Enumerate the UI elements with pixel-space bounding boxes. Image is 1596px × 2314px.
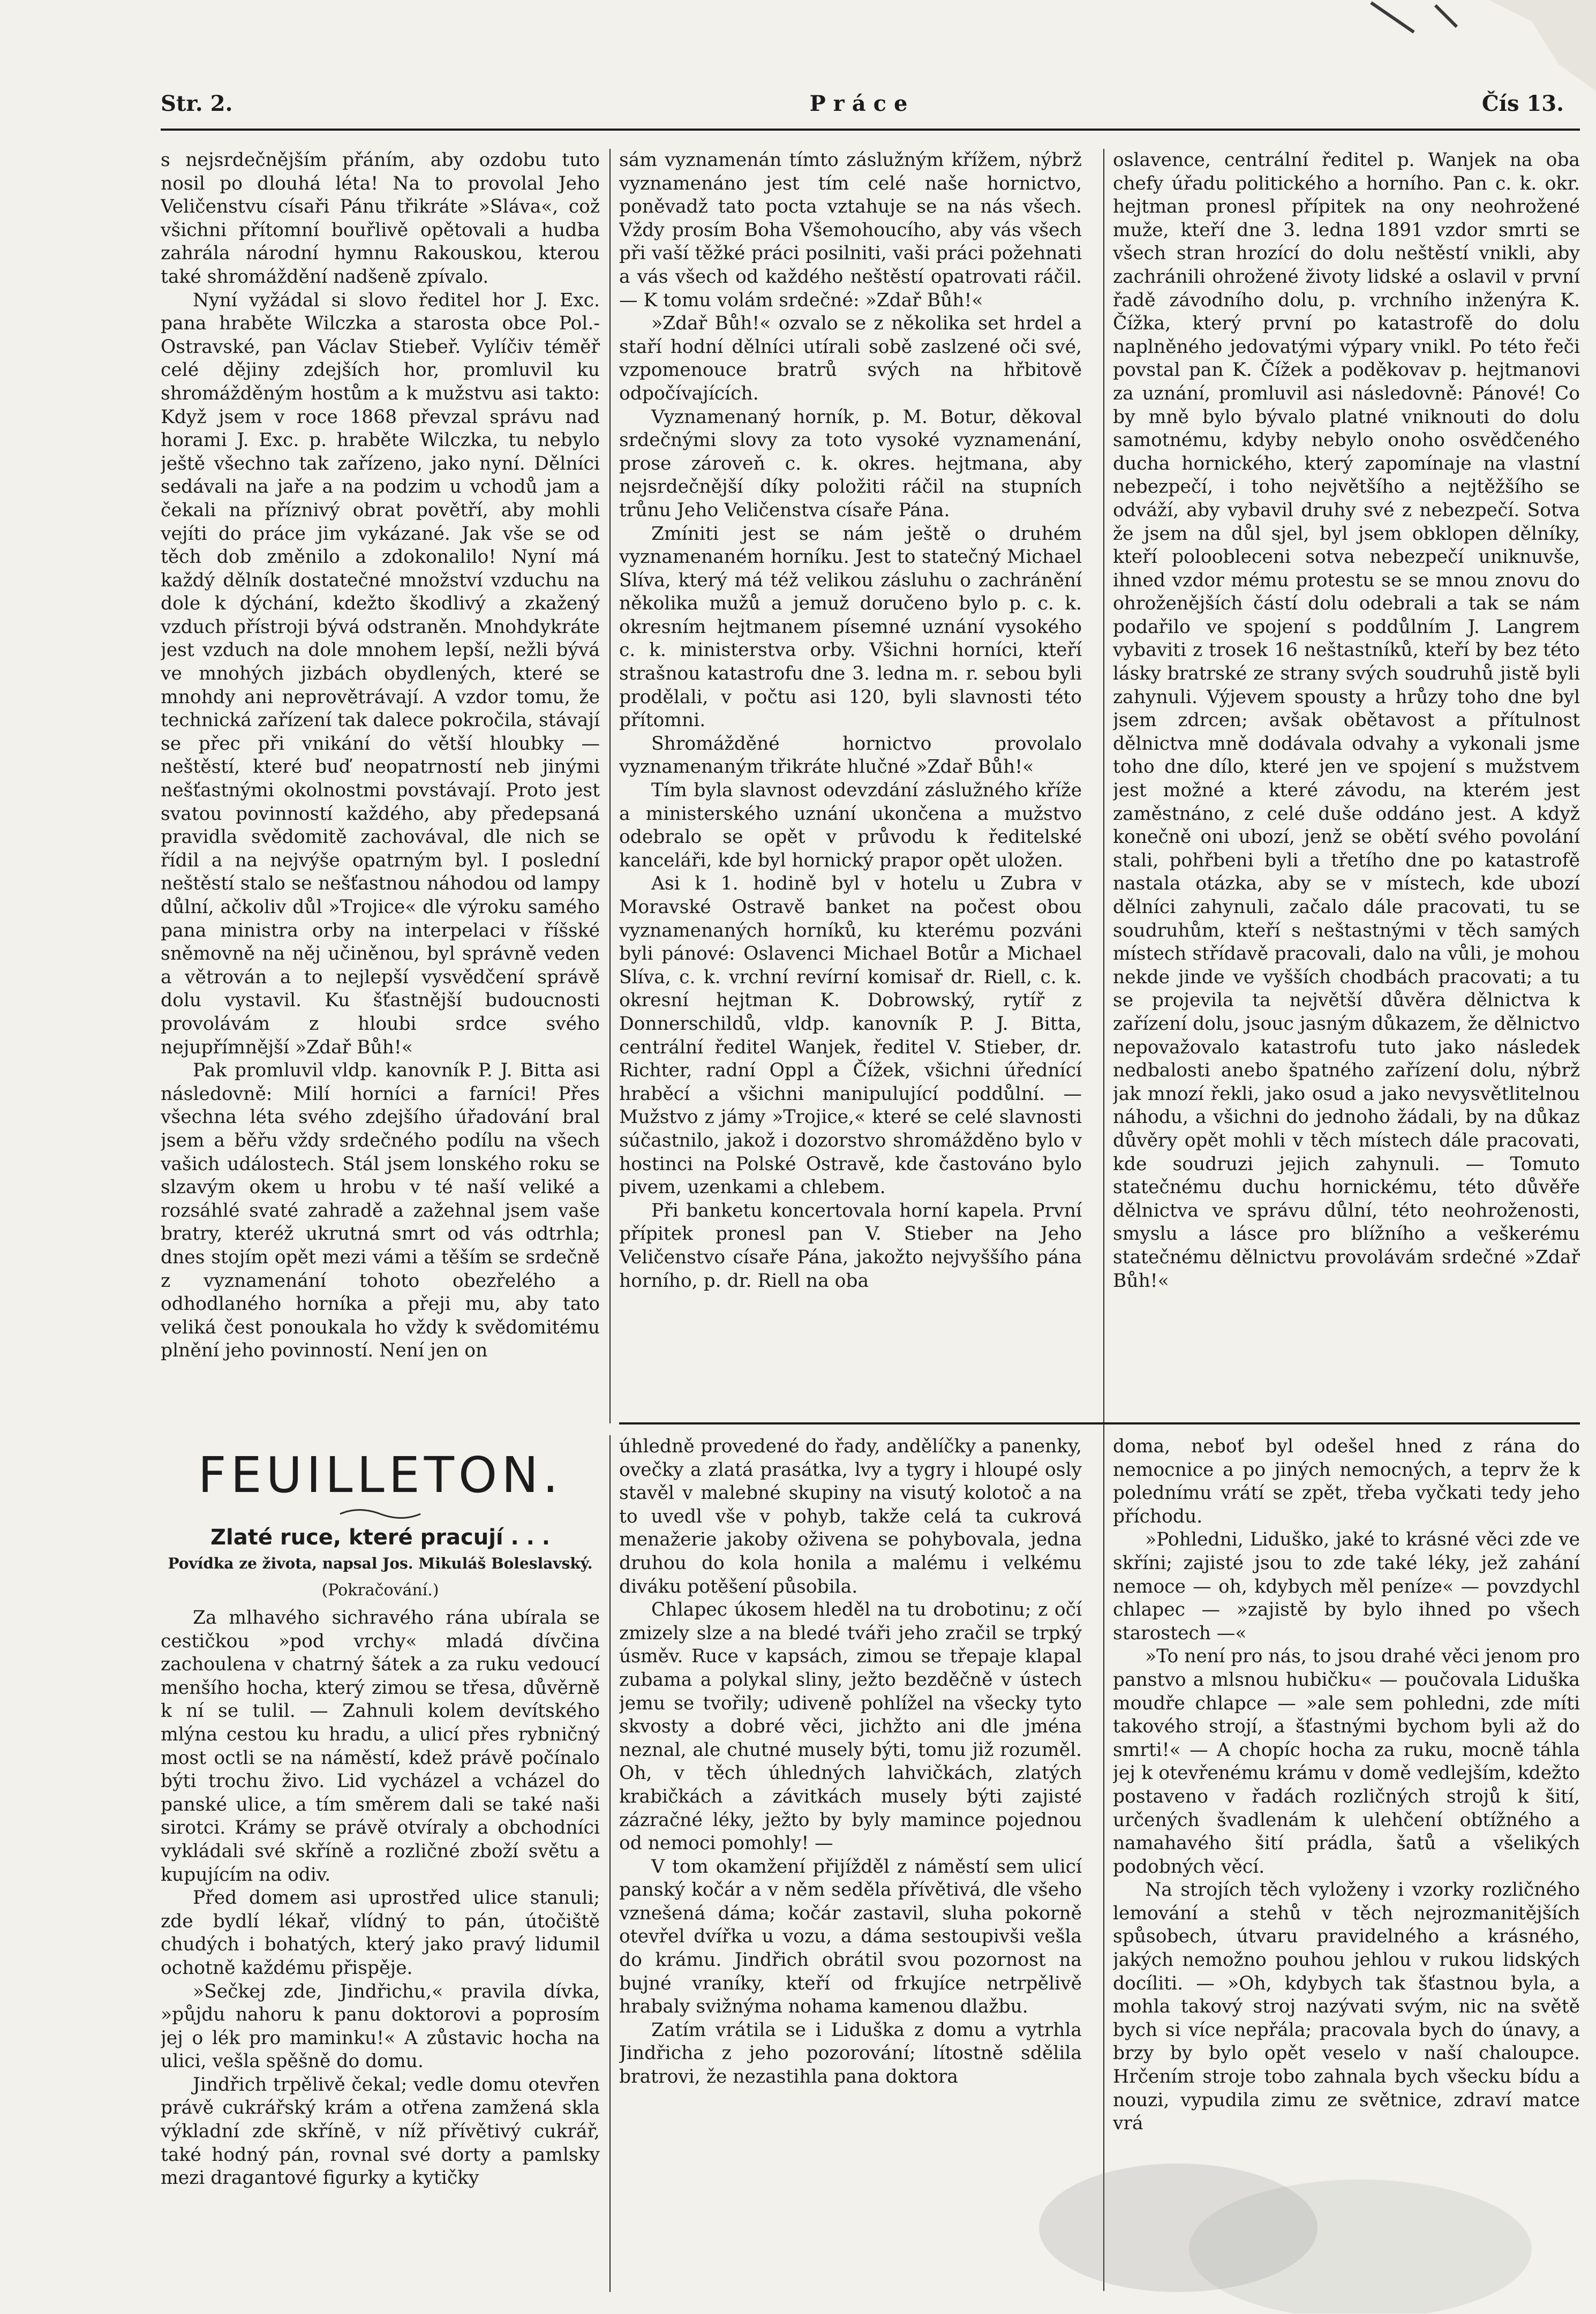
article-paragraph: s nejsrdečnějším přáním, aby ozdobu tuto nosil po dlouhá léta! Na to provolal Jeho Veličenstvu císaři Pánu třikráte »Sláva«, což všichni přítomní bouřlivě opětovali a hudba zahrála národní hymnu Rakouskou, kterou také shromáždění nadšeně zpívalo. xyxy=(161,149,600,288)
article-paragraph: Pak promluvil vldp. kanovník P. J. Bitta asi následovně: Milí horníci a farníci! Přes všechna léta svého zdejšího úřadování bral jsem a běřu vždy srdečného podílu na všech vašich událostech. Stál jsem lonského roku se slzavým okem u hrobu v té naší veliké a rozsáhlé svaté zahradě a zažehnal jsem vaše bratry, kteréž ukrutná smrt od vás odtrhla; dnes stojím opět mezi vámi a těším se srdečně z vyznamenání tohoto obezřelého a odhodlaného horníka a přeji mu, aby tato veliká čest ponoukala ho vždy k svědomitému plnění jeho povinností. Není jen on xyxy=(161,1060,600,1362)
article-paragraph: Tím byla slavnost odevzdání záslužného kříže a ministerského uznání ukončena a mužstvo odebralo se opět v průvodu k ředitelské kanceláři, kde byl hornický prapor opět uložen. xyxy=(619,780,1082,871)
column-divider xyxy=(609,149,611,1423)
article-paragraph: Nyní vyžádal si slovo ředitel hor J. Exc. pana hraběte Wilczka a starosta obce Pol.-Ostravské, pan Václav Stiebeř. Vylíčiv téměř celé dějiny zdejších hor, promluvil ku shromážděným hostům a k mužstvu asi takto: Když jsem v roce 1868 převzal správu nad horami J. Exc. p. hraběte Wilczka, tu nebylo ještě všechno tak zařízeno, jako nyní. Dělníci sedávali na jaře a na podzim u vchodů jam a čekali na příznivý obrat povětří, aby mohli vejíti do práce jim vykázané. Jak vše se od těch dob změnilo a zdokonalilo! Nyní má každý dělník dostatečné množství vzduchu na dole k dýchání, kdežto škodlivý a zkažený vzduch přístroji bývá odstraněn. Mnohdykráte jest vzduch na dole mnohem lepší, nežli bývá ve mnohých jizbách obydlených, které se mnohdy ani neprovětrávají. A vzdor tomu, že technická zařízení tak dalece pokročila, stávají se přec při vnikání do větší hloubky — neštěstí, které buď neopatrností neb jinými nešťastnými okolnostmi povstávají. Proto jest svatou povinností každého, aby předepsaná pravidla svědomitě zachovával, dle nich se řídil a na nejvýše opatrným byl. I poslední neštěstí stalo se nešťastnou náhodou od lampy důlní, ačkoliv důl »Trojice« dle výroku samého pana ministra orby na interpelaci v říšské sněmovně na něj učiněnou, byl správně veden a větrován a to nejlepší vysvědčení správě dolu vystavil. Ku šťastnější budoucnosti provolávám z hloubi srdce svého nejupřímnější »Zdař Bůh!« xyxy=(161,289,600,1058)
story-title: Zlaté ruce, které pracují . . . xyxy=(210,1525,550,1550)
newspaper-title: Práce xyxy=(809,91,915,116)
article-paragraph: »Zdař Bůh!« ozvalo se z několika set hrdel a staří hodní dělníci utírali sobě zaslzené oči své, vzpomenouce bratrů svých na hřbitově odpočívajících. xyxy=(619,313,1082,404)
article-paragraph: Asi k 1. hodině byl v hotelu u Zubra v Moravské Ostravě banket na počest obou vyznamenaných horníků, ku kterému pozváni byli pánové: Oslavenci Michael Botůr a Michael Slíva, c. k. vrchní revírní komisař dr. Riell, c. k. okresní hejtman K. Dobrowský, rytíř z Donnerschildů, vldp. kanovník P. J. Bitta, centrální ředitel Wanjek, ředitel V. Stieber, dr. Richter, radní Oppl a Čížek, všichni úřednící hraběcí a všichni manipulující poddůlní. — Mužstvo z jámy »Trojice,« které se celé slavnosti súčastnilo, jakož i dozorstvo shromážděno bylo v hostinci na Polské Ostravě, kde častováno bylo pivem, uzenkami a chlebem. xyxy=(619,873,1082,1199)
story-paragraph: »Pohledni, Liduško, jaké to krásné věci zde ve skříni; zajisté jsou to zde také léky, jež zahání nemoce — oh, kdybych měl peníze« — povzdychl chlapec — »zajistě by bylo ihned po všech starostech —« xyxy=(1113,1529,1580,1644)
ornament-flourish xyxy=(337,1506,423,1522)
column-divider xyxy=(609,1435,611,2292)
continued-note: (Pokračování.) xyxy=(321,1581,439,1600)
article-paragraph: Shromážděné hornictvo provolalo vyznamenaným třikráte hlučné »Zdař Bůh!« xyxy=(619,733,1082,778)
article-column-1 xyxy=(161,149,600,1413)
story-column-1 xyxy=(161,1607,600,2297)
print-smudge xyxy=(975,2089,1564,2313)
article-column-2 xyxy=(619,149,1082,1413)
article-paragraph: Při banketu koncertovala horní kapela. První přípitek pronesl pan V. Stieber na Jeho Veličenstvo císaře Pána, jakožto nejvyššího pána horního, p. dr. Riell na oba xyxy=(619,1200,1082,1292)
article-paragraph: Zmíniti jest se nám ještě o druhém vyznamenaném horníku. Jest to statečný Michael Slíva, který má též velikou zásluhu o zachránění několika mužů a jemuž doručeno bylo p. c. k. okresním hejtmanem písemné uznání vysokého c. k. ministerstva orby. Všichni horníci, kteří strašnou katastrofu dne 3. ledna m. r. sebou byli prodělali, v počtu asi 120, byli slavnosti této přítomni. xyxy=(619,523,1082,732)
story-paragraph: Jindřich trpělivě čekal; vedle domu otevřen právě cukrářský krám a otřena zamžená skla výkladní zde skříně, v níž přívětivý cukrář, také hodný pán, rovnal své dorty a pamlsky mezi dragantové figurky a kytičky xyxy=(161,2074,600,2189)
column-divider xyxy=(1103,149,1104,2291)
story-paragraph: Před domem asi uprostřed ulice stanuli; zde bydlí lékař, vlídný to pán, útočiště chudých i bohatých, který jako pravý lidumil ochotně každému přispěje. xyxy=(161,1887,600,1979)
header-rule xyxy=(161,129,1580,131)
story-paragraph: doma, neboť byl odešel hned z rána do nemocnice a po jiných nemocných, a teprv že k polednímu vrátí se zpět, třeba vyčkati tedy jeho příchodu. xyxy=(1113,1436,1580,1527)
story-paragraph: úhledně provedené do řady, andělíčky a panenky, ovečky a zlatá prasátka, lvy a tygry i hloupé osly stavěl v malebné skupiny na visutý kolotoč a na to uvedl vše v pohyb, takže celá ta cukrová menažerie jakoby oživena se pohybovala, jedna druhou do kola honila a malému i velkému diváku potěšení působila. xyxy=(619,1436,1082,1597)
article-column-3 xyxy=(1113,149,1580,1413)
page-header xyxy=(161,91,1564,129)
story-subtitle: Povídka ze života, napsal Jos. Mikuláš Boleslavský. xyxy=(168,1555,593,1572)
issue-number: Čís 13. xyxy=(1481,91,1564,116)
story-paragraph: »Sečkej zde, Jindřichu,« pravila dívka, »půjdu nahoru k panu doktorovi a poprosím jej o lék pro maminku!« A zůstavic hocha na ulici, vešla spěšně do domu. xyxy=(161,1980,600,2072)
story-paragraph: Zatím vrátila se i Liduška z domu a vytrhla Jindřicha z jeho pozorování; lítostně sdělila bratrovi, že nezastihla pana doktora xyxy=(619,2019,1082,2088)
story-paragraph: Na strojích těch vyloženy i vzorky rozličného lemování a stehů v těch nejrozmanitějších spůsobech, útvaru pravidelného a krásného, jakých nemožno pouhou jehlou v rukou lidských docíliti. — »Oh, kdybych tak šťastnou byla, a mohla takový stroj nazývati svým, nic na světě bych si více nepřála; pracovala bych do únavy, a brzy by bylo opět veselo v naší chaloupce. Hrčením stroje tobo zahnala bych všecku bídu a nouzi, vypudila zimu ze světnice, zdraví matce vrá xyxy=(1113,1879,1580,2135)
article-paragraph: Vyznamenaný horník, p. M. Botur, děkoval srdečnými slovy za toto vysoké vyznamenání, prose zároveň c. k. okres. hejtmana, aby nejsrdečnější díky položiti ráčil na stupních trůnu Jeho Veličenstva císaře Pána. xyxy=(619,406,1082,521)
section-rule xyxy=(619,1422,1580,1424)
story-paragraph: Chlapec úkosem hleděl na tu drobotinu; z očí zmizely slze a na bledé tváři jeho zračil se trpký úsměv. Ruce v kapsách, zimou se třepaje klapal zubama a polykal sliny, ježto bezděčně v ústech jemu se tvořily; udiveně pohlížel na všecky tyto skvosty a dobré věci, jichžto ani dle jména neznal, ale chutné musely býti, tomu již rozuměl. Oh, v těch úhledných lahvičkách, zlatých krabičkách a závitkách musely býti zajisté zázračné léky, ježto by byly mamince pojednou od nemoci pomohly! — xyxy=(619,1599,1082,1855)
page-number: Str. 2. xyxy=(161,91,233,116)
torn-corner-mark xyxy=(1328,0,1596,91)
story-paragraph: »To není pro nás, to jsou drahé věci jenom pro panstvo a mlsnou hubičku« — poučovala Liduška moudře chlapce — »ale sem pohledni, zde míti takového strojí, a šťastnými bychom byli až do smrti!« — A chopíc hocha za ruku, mocně táhla jej k otevřenému krámu v domě vedlejším, kdežto postaveno v řadách rozličných strojů k šití, určených švadlenám k ulehčení obtížného a namahavého šití prádla, šatů a všelikých podobných věcí. xyxy=(1113,1646,1580,1878)
story-paragraph: V tom okamžení přijížděl z náměstí sem ulicí panský kočár a v něm seděla přívětivá, dle všeho vznešená dáma; kočár zastavil, sluha pokorně otevřel dvířka u vozu, a dáma sestoupivši vešla do krámu. Jindřich obrátil svou pozornost na bujné vraníky, kteří od frkujíce netrpělivě hrabaly svižnýma nohama kamenou dlažbu. xyxy=(619,1856,1082,2018)
article-paragraph: sám vyznamenán tímto záslužným křížem, nýbrž vyznamenáno jest tím celé naše hornictvo, poněvadž tato pocta vztahuje se na nás všech. Vždy prosím Boha Všemohoucího, aby vás všech při vaší těžké práci posilniti, vaši práci požehnati a vás všech od každého neštěstí opatrovati ráčil. — K tomu volám srdečné: »Zdař Bůh!« xyxy=(619,149,1082,311)
story-paragraph: Za mlhavého sichravého rána ubírala se cestičkou »pod vrchy« mladá dívčina zachoulena v chatrný šátek a za ruku vedoucí menšího hocha, který zimou se třesa, důvěrně k ní se tulil. — Zahnuli kolem devítského mlýna cestou ku hradu, a ulicí přes rybničný most octli se na náměstí, kdež právě počínalo býti trochu živo. Lid vycházel a vcházel do panské ulice, a tím směrem dali se také naši sirotci. Krámy se právě otvíraly a obchodníci vykládali své skříně a rozličné zboží světu a kupujícím na odiv. xyxy=(161,1607,600,1886)
feuilleton-heading: FEUILLETON. xyxy=(198,1446,563,1504)
article-paragraph: oslavence, centrální ředitel p. Wanjek na oba chefy úřadu politického a horního. Pan c. k. okr. hejtman pronesl přípitek na ony neohrožené muže, kteří dne 3. ledna 1891 vzdor smrti se všech stran hrozící do dolu neštěstí vnikli, aby zachránili ohrožené životy lidské a oslavil v první řadě závodního dolu, p. vrchního inženýra K. Čížka, který první po katastrofě do dolu naplněného jedovatými výpary vnikl. Po této řeči povstal pan K. Čížek a poděkovav p. hejtmanovi za uznání, promluvil asi následovně: Pánové! Co by mně bylo bývalo platné vniknouti do dolu samotnému, kdyby nebylo onoho osvědčeného ducha hornického, který zapomínaje na vlastní nebezpečí, i toho největšího a nejtěžšího se odváží, aby vybavil druhy své z nebezpečí. Sotva že jsem na důl sjel, byl jsem obklopen dělníky, kteří poloobleceni sotva nebezpečí uniknuvše, ihned vzdor mému protestu se se mnou znovu do ohroženějších částí dolu odebrali a tak se nám podařilo ve spojení s poddůlním J. Langrem vybaviti z trosek 16 neštastníků, kteří by bez této lásky bratrské ze strany svých soudruhů jistě byli zahynuli. Výjevem spousty a hrůzy toho dne byl jsem zdrcen; avšak obětavost a přítulnost dělnictva mně dodávala odvahy a vykonali jsme toho dne dílo, které jen ve spojení s mužstvem jest možné a které závodu, na kterém jest zaměstnáno, z celé duše oddáno jest. A když konečně oni ubozí, jenž se obětí svého povolání stali, pohřbeni byli a třetího dne po katastrofě nastala otázka, aby se v místech, kde ubozí dělníci zahynuli, začalo dále pracovati, tu se soudruhům, kteří s neštastnými v těch samých místech střídavě pracovali, dalo na vůli, je mohou nekde jinde ve vyšších chodbách pracovati; a tu se projevila ta největší důvěra dělnictva k zařízení dolu, jsouc jasným důkazem, že dělnictvo nepovažovalo katastrofu tuto jako následek nedbalosti anebo špatného zařízení dolu, nýbrž jak mnozí řekli, jako osud a jako nevysvětlitelnou náhodu, a všichni do jednoho žádali, by na důkaz důvěry opět mohli v těch místech dále pracovati, kde soudruzi jejich zahynuli. — Tomuto statečnému duchu hornickému, této důvěře dělnictva ve správu důlní, této neohroženosti, smyslu a lásce pro blížního a veškerému statečnému dělnictvu provolávám srdečné »Zdař Bůh!« xyxy=(1113,149,1580,1292)
